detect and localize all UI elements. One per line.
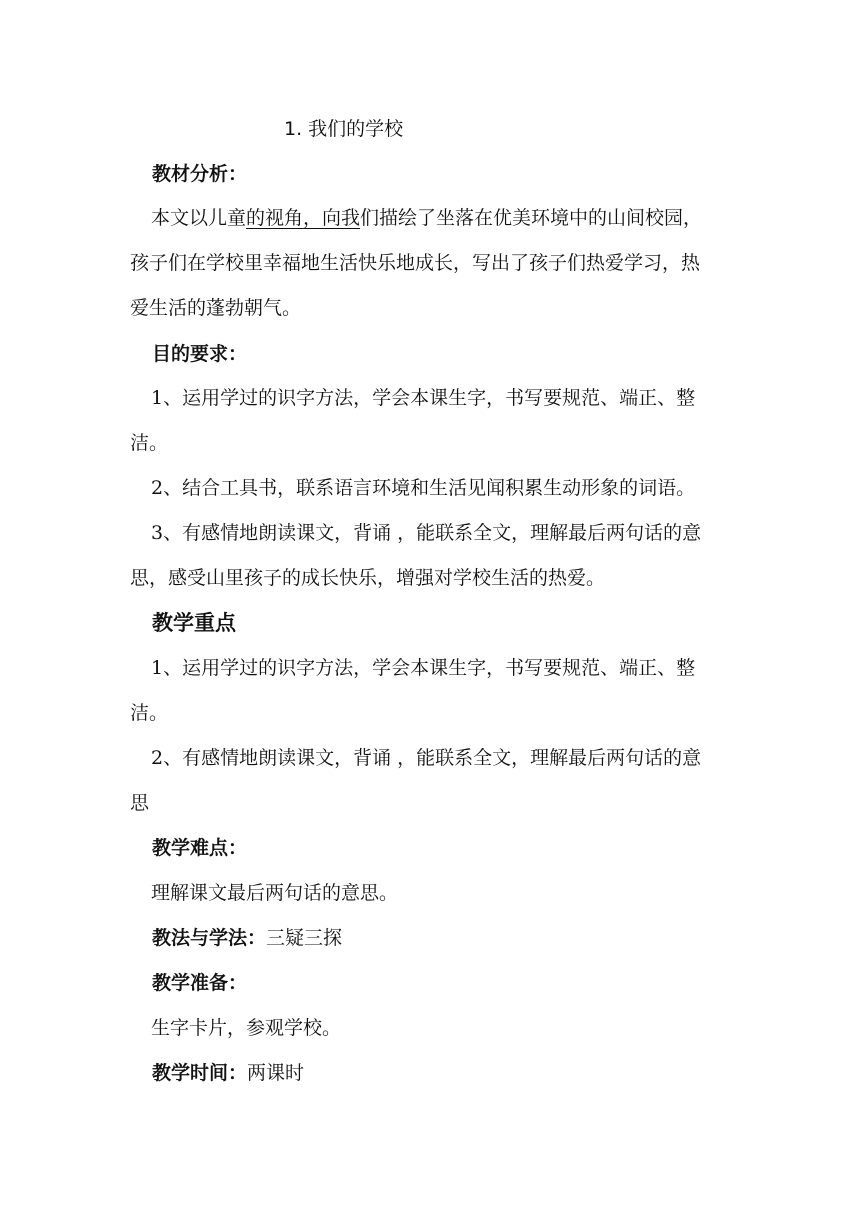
- analysis-line-1-a: 本文以儿童: [151, 207, 247, 229]
- method-line: [152, 926, 342, 950]
- preparation-heading: 教学准备：: [152, 972, 248, 994]
- preparation-text: 生字卡片，参观学校。: [151, 1017, 342, 1039]
- key-point-2-line-1: 2、有感情地朗读课文，背诵 ，能联系全文，理解最后两句话的意: [151, 747, 702, 769]
- analysis-line-3: 爱生活的蓬勃朝气。: [130, 297, 302, 319]
- goal-3-line-2: 思，感受山里孩子的成长快乐，增强对学校生活的热爱。: [130, 567, 606, 589]
- goals-heading: 目的要求：: [152, 343, 248, 365]
- page-title: 1. 我们的学校: [284, 118, 404, 140]
- goal-2: 2、结合工具书，联系语言环境和生活见闻积累生动形象的词语。: [151, 477, 696, 499]
- time-value: 两课时: [247, 1062, 305, 1084]
- key-point-1-line-1: 1、运用学过的识字方法，学会本课生字，书写要规范、端正、整: [151, 657, 696, 679]
- key-point-1-line-2: 洁。: [130, 702, 169, 724]
- analysis-heading: 教材分析：: [152, 163, 248, 185]
- difficulty-text: 理解课文最后两句话的意思。: [151, 882, 399, 904]
- method-label: 教法与学法：: [152, 927, 267, 949]
- goal-1-line-1: 1、运用学过的识字方法，学会本课生字，书写要规范、端正、整: [151, 387, 696, 409]
- analysis-line-1: [151, 206, 702, 230]
- key-points-heading: 教学重点: [152, 611, 236, 635]
- method-value: 三疑三探: [266, 927, 343, 949]
- goal-3-line-1: 3、有感情地朗读课文，背诵 ，能联系全文，理解最后两句话的意: [151, 522, 702, 544]
- analysis-line-2: 孩子们在学校里幸福地生活快乐地成长，写出了孩子们热爱学习，热: [130, 252, 701, 274]
- time-line: [152, 1061, 304, 1085]
- goal-1-line-2: 洁。: [130, 432, 169, 454]
- analysis-underlined-phrase: 的视角，向我: [246, 207, 361, 229]
- key-point-2-line-2: 思: [130, 792, 150, 814]
- difficulty-heading: 教学难点：: [152, 837, 248, 859]
- analysis-line-1-c: 们描绘了坐落在优美环境中的山间校园，: [360, 207, 703, 229]
- time-label: 教学时间：: [152, 1062, 248, 1084]
